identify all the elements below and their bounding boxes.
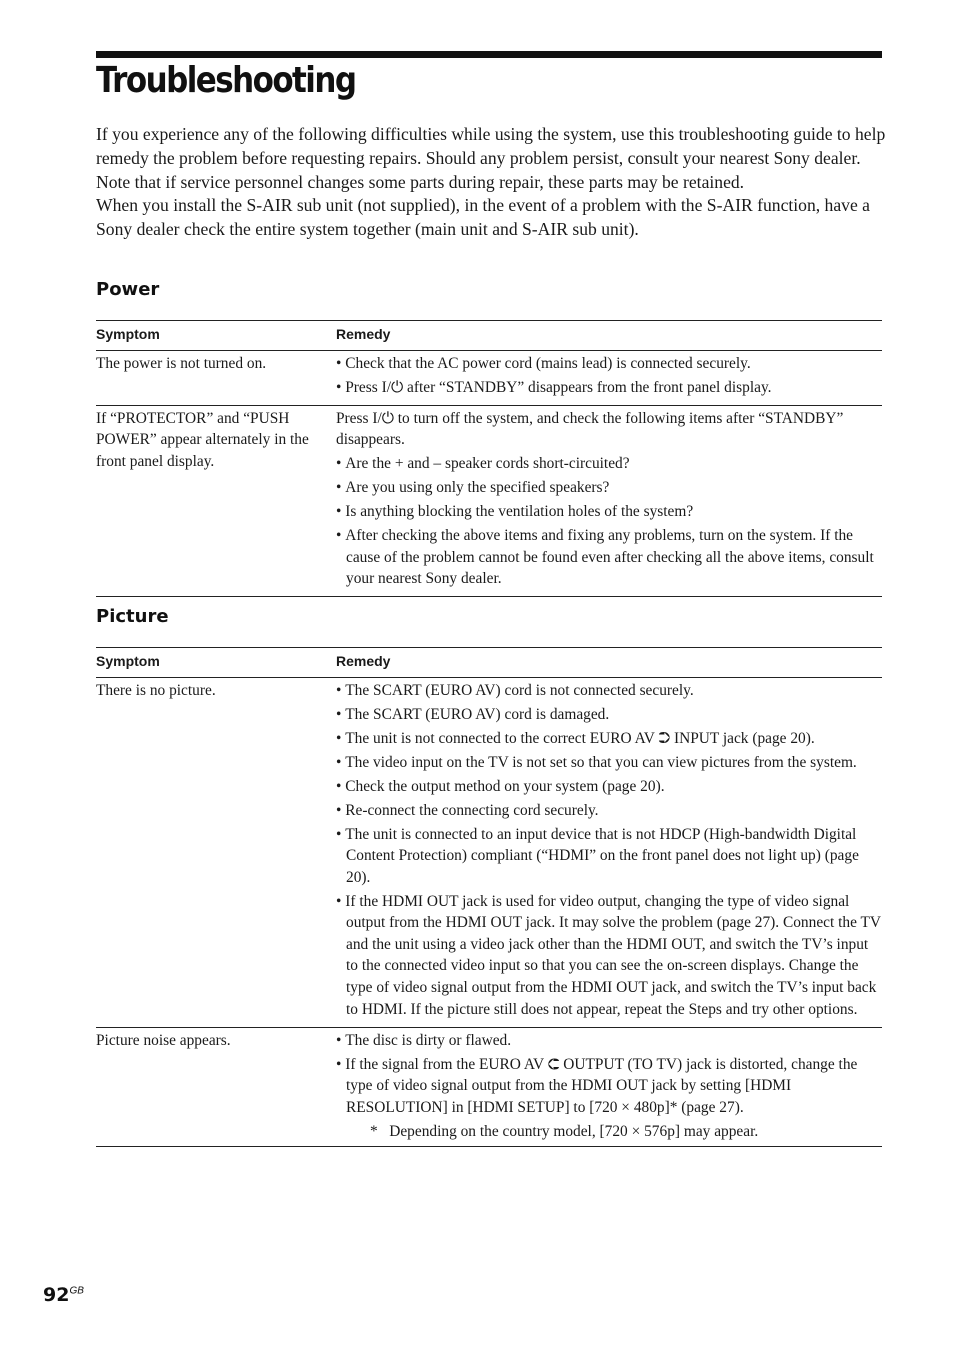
remedy-item: • The SCART (EURO AV) cord is not connected securely. bbox=[336, 680, 882, 702]
page-number-value: 92 bbox=[43, 1284, 70, 1306]
remedy-cell bbox=[336, 405, 882, 597]
symptom-cell: The power is not turned on. bbox=[96, 350, 336, 405]
remedy-cell bbox=[336, 350, 882, 405]
table-row bbox=[96, 350, 882, 405]
remedy-item: • If the signal from the EURO AV ⮈ OUTPUT (TO TV) jack is distorted, change the type of video signal output from the HDMI OUT jack by setting [HDMI RESOLUTION] in [HDMI SETUP] to [720 × 480p]* (page 27). bbox=[336, 1054, 882, 1119]
table-row bbox=[96, 405, 882, 597]
remedy-item: • Is anything blocking the ventilation holes of the system? bbox=[336, 501, 882, 523]
symptom-cell: Picture noise appears. bbox=[96, 1027, 336, 1147]
footnote: * Depending on the country model, [720 × 576p] may appear. bbox=[370, 1122, 759, 1140]
picture-table bbox=[96, 647, 882, 1147]
table-header-row bbox=[96, 321, 882, 351]
remedy-item: • After checking the above items and fixing any problems, turn on the system. If the cause of the problem cannot be found even after checking all the above items, consult your nearest Sony dealer. bbox=[336, 525, 882, 590]
remedy-item: • The SCART (EURO AV) cord is damaged. bbox=[336, 704, 882, 726]
remedy-list bbox=[336, 453, 882, 590]
page-title: Troubleshooting bbox=[96, 60, 356, 101]
remedy-item: • The unit is connected to an input device that is not HDCP (High-bandwidth Digital Content Protection) compliant (“HDMI” on the front panel does not light up) (page 20). bbox=[336, 824, 882, 889]
remedy-item: • Check that the AC power cord (mains lead) is connected securely. bbox=[336, 353, 882, 375]
remedy-item: • If the HDMI OUT jack is used for video output, changing the type of video signal output from the HDMI OUT jack. It may solve the problem (page 27). Connect the TV and the unit using a video jack other than the HDMI OUT, and switch the TV’s input to the connected video input so that you can see the on-screen displays. Change the type of video signal output from the HDMI OUT jack, and switch the TV’s input back to HDMI. If the picture still does not appear, repeat the Steps and try other options. bbox=[336, 891, 882, 1021]
column-header-remedy: Remedy bbox=[336, 648, 882, 678]
page-number bbox=[43, 1284, 84, 1306]
remedy-cell bbox=[336, 1027, 882, 1147]
power-table bbox=[96, 320, 882, 597]
column-header-symptom: Symptom bbox=[96, 321, 336, 351]
section-heading-picture: Picture bbox=[96, 606, 169, 627]
remedy-list bbox=[336, 680, 882, 1021]
symptom-cell: There is no picture. bbox=[96, 677, 336, 1027]
remedy-lead: Press I/⏻ to turn off the system, and check the following items after “STANDBY” disappears. bbox=[336, 409, 844, 449]
column-header-remedy: Remedy bbox=[336, 321, 882, 351]
intro-paragraph: When you install the S-AIR sub unit (not supplied), in the event of a problem with the S-AIR function, have a Sony dealer check the entire system together (main unit and S-AIR sub unit). bbox=[96, 195, 870, 240]
intro-text bbox=[96, 123, 886, 242]
intro-paragraph: Note that if service personnel changes some parts during repair, these parts may be retained. bbox=[96, 171, 745, 192]
intro-paragraph: If you experience any of the following difficulties while using the system, use this troubleshooting guide to help remedy the problem before requesting repairs. Should any problem persist, consult your nearest Sony dealer. bbox=[96, 124, 886, 168]
remedy-cell bbox=[336, 677, 882, 1027]
remedy-item: • Press I/⏻ after “STANDBY” disappears from the front panel display. bbox=[336, 377, 882, 399]
page-number-suffix: GB bbox=[69, 1285, 84, 1297]
symptom-cell: If “PROTECTOR” and “PUSH POWER” appear alternately in the front panel display. bbox=[96, 405, 336, 597]
table-row bbox=[96, 1027, 882, 1147]
title-rule bbox=[96, 51, 882, 58]
remedy-item: • Re-connect the connecting cord securely. bbox=[336, 800, 882, 822]
table-header-row bbox=[96, 648, 882, 678]
remedy-item: • The disc is dirty or flawed. bbox=[336, 1030, 882, 1052]
column-header-symptom: Symptom bbox=[96, 648, 336, 678]
section-heading-power: Power bbox=[96, 279, 160, 300]
remedy-list bbox=[336, 353, 882, 399]
remedy-list bbox=[336, 1030, 882, 1119]
table-row bbox=[96, 677, 882, 1027]
remedy-item: • The unit is not connected to the correct EURO AV ⮊ INPUT jack (page 20). bbox=[336, 728, 882, 750]
remedy-item: • Check the output method on your system (page 20). bbox=[336, 776, 882, 798]
remedy-item: • Are the + and – speaker cords short-circuited? bbox=[336, 453, 882, 475]
remedy-item: • Are you using only the specified speakers? bbox=[336, 477, 882, 499]
remedy-item: • The video input on the TV is not set so that you can view pictures from the system. bbox=[336, 752, 882, 774]
